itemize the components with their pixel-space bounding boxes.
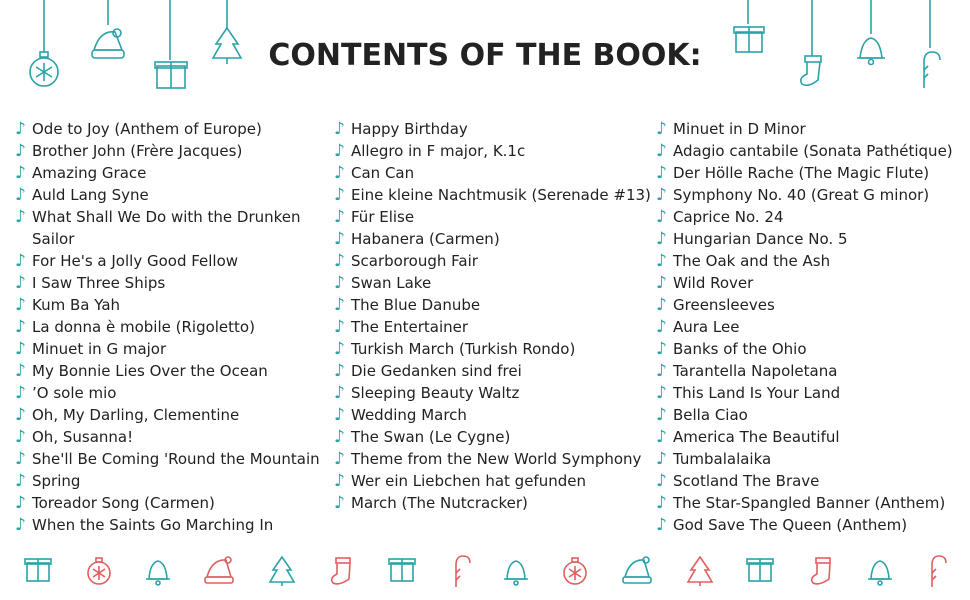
music-note-icon: ♪ xyxy=(334,383,345,403)
music-note-icon: ♪ xyxy=(15,405,26,425)
bauble-ornament-icon xyxy=(88,558,110,584)
music-note-icon: ♪ xyxy=(334,427,345,447)
song-title: Can Can xyxy=(351,164,415,182)
song-list-item xyxy=(334,250,649,272)
music-note-icon: ♪ xyxy=(656,229,667,249)
song-title: Caprice No. 24 xyxy=(673,208,784,226)
song-title: What Shall We Do with the Drunken Sailor xyxy=(32,208,301,248)
song-list-item xyxy=(656,228,956,250)
song-list-item xyxy=(15,382,325,404)
christmas-tree-icon xyxy=(270,557,294,586)
song-list-item xyxy=(15,250,325,272)
song-title: Minuet in G major xyxy=(32,340,167,358)
music-note-icon: ♪ xyxy=(334,295,345,315)
music-note-icon: ♪ xyxy=(656,471,667,491)
song-list-item xyxy=(334,492,649,514)
music-note-icon: ♪ xyxy=(334,273,345,293)
song-list-item xyxy=(334,404,649,426)
music-note-icon: ♪ xyxy=(656,515,667,535)
song-list-item xyxy=(15,448,325,470)
music-note-icon: ♪ xyxy=(15,449,26,469)
song-title: Die Gedanken sind frei xyxy=(351,362,522,380)
music-note-icon: ♪ xyxy=(334,207,345,227)
music-note-icon: ♪ xyxy=(15,515,26,535)
music-note-icon: ♪ xyxy=(334,185,345,205)
music-note-icon: ♪ xyxy=(15,273,26,293)
song-title: La donna è mobile (Rigoletto) xyxy=(32,318,255,336)
candy-cane-icon xyxy=(932,556,946,587)
song-list-item xyxy=(656,206,956,228)
music-note-icon: ♪ xyxy=(15,493,26,513)
music-note-icon: ♪ xyxy=(15,185,26,205)
music-note-icon: ♪ xyxy=(656,339,667,359)
song-list-item xyxy=(15,426,325,448)
song-list-item xyxy=(656,426,956,448)
song-list-item xyxy=(656,470,956,492)
song-list-item xyxy=(15,360,325,382)
music-note-icon: ♪ xyxy=(656,251,667,271)
song-title: Tarantella Napoletana xyxy=(673,362,838,380)
music-note-icon: ♪ xyxy=(334,251,345,271)
song-title: March (The Nutcracker) xyxy=(351,494,528,512)
song-list-item xyxy=(15,272,325,294)
song-column-1 xyxy=(15,118,325,536)
song-list-item xyxy=(334,448,649,470)
music-note-icon: ♪ xyxy=(656,163,667,183)
music-note-icon: ♪ xyxy=(334,361,345,381)
song-title: Sleeping Beauty Waltz xyxy=(351,384,520,402)
song-title: Scarborough Fair xyxy=(351,252,478,270)
song-list-item xyxy=(15,162,325,184)
bauble-ornament-icon xyxy=(564,558,586,584)
music-note-icon: ♪ xyxy=(334,317,345,337)
song-title: Happy Birthday xyxy=(351,120,468,138)
music-note-icon: ♪ xyxy=(15,427,26,447)
music-note-icon: ♪ xyxy=(15,251,26,271)
song-title: Turkish March (Turkish Rondo) xyxy=(351,340,576,358)
song-list-item xyxy=(656,272,956,294)
song-list-item xyxy=(334,360,649,382)
song-list-item xyxy=(15,206,322,250)
music-note-icon: ♪ xyxy=(334,493,345,513)
song-list-item xyxy=(15,338,325,360)
song-list-item xyxy=(15,470,325,492)
song-list-item xyxy=(656,250,956,272)
song-title: Auld Lang Syne xyxy=(32,186,149,204)
song-title: Wedding March xyxy=(351,406,467,424)
music-note-icon: ♪ xyxy=(656,273,667,293)
music-note-icon: ♪ xyxy=(334,339,345,359)
song-list-item xyxy=(334,316,649,338)
song-list-item xyxy=(334,140,649,162)
song-title: God Save The Queen (Anthem) xyxy=(673,516,908,534)
song-title: Habanera (Carmen) xyxy=(351,230,500,248)
music-note-icon: ♪ xyxy=(656,119,667,139)
song-title: The Swan (Le Cygne) xyxy=(351,428,511,446)
song-list-item xyxy=(656,382,956,404)
music-note-icon: ♪ xyxy=(334,405,345,425)
music-note-icon: ♪ xyxy=(15,295,26,315)
song-title: Toreador Song (Carmen) xyxy=(32,494,215,512)
song-title: Brother John (Frère Jacques) xyxy=(32,142,243,160)
music-note-icon: ♪ xyxy=(656,427,667,447)
candy-cane-icon xyxy=(456,556,470,587)
music-note-icon: ♪ xyxy=(656,493,667,513)
song-title: She'll Be Coming 'Round the Mountain xyxy=(32,450,320,468)
song-list-item xyxy=(334,294,649,316)
music-note-icon: ♪ xyxy=(15,383,26,403)
song-list-item xyxy=(656,360,956,382)
music-note-icon: ♪ xyxy=(656,185,667,205)
song-title: Oh, My Darling, Clementine xyxy=(32,406,240,424)
song-list-item xyxy=(15,514,325,536)
song-list-item xyxy=(15,140,325,162)
song-title: Hungarian Dance No. 5 xyxy=(673,230,848,248)
song-list-item xyxy=(334,338,649,360)
song-list-item xyxy=(15,118,325,140)
song-list-item xyxy=(334,162,649,184)
music-note-icon: ♪ xyxy=(334,141,345,161)
song-title: Bella Ciao xyxy=(673,406,748,424)
bell-icon xyxy=(504,561,528,585)
song-title: Ode to Joy (Anthem of Europe) xyxy=(32,120,262,138)
song-title: Wer ein Liebchen hat gefunden xyxy=(351,472,586,490)
song-title: Banks of the Ohio xyxy=(673,340,807,358)
music-note-icon: ♪ xyxy=(15,141,26,161)
song-title: Spring xyxy=(32,472,81,490)
song-list-item xyxy=(334,118,649,140)
music-note-icon: ♪ xyxy=(334,449,345,469)
song-list-item xyxy=(15,316,325,338)
song-column-3 xyxy=(656,118,956,536)
bell-icon xyxy=(868,561,892,585)
song-list-item xyxy=(334,228,649,250)
song-list-item xyxy=(656,184,956,206)
song-list-item xyxy=(334,426,649,448)
song-list-item xyxy=(656,514,956,536)
music-note-icon: ♪ xyxy=(15,119,26,139)
music-note-icon: ♪ xyxy=(656,317,667,337)
song-list-item xyxy=(334,184,649,206)
song-title: Aura Lee xyxy=(673,318,740,336)
song-list-item xyxy=(656,448,956,470)
music-note-icon: ♪ xyxy=(334,471,345,491)
song-title: Symphony No. 40 (Great G minor) xyxy=(673,186,930,204)
music-note-icon: ♪ xyxy=(334,163,345,183)
song-title: ’O sole mio xyxy=(32,384,117,402)
song-title: Allegro in F major, K.1c xyxy=(351,142,526,160)
music-note-icon: ♪ xyxy=(334,229,345,249)
song-title: Wild Rover xyxy=(673,274,754,292)
song-list-item xyxy=(656,338,956,360)
music-note-icon: ♪ xyxy=(15,471,26,491)
song-title: Minuet in D Minor xyxy=(673,120,806,138)
song-list-item xyxy=(15,404,325,426)
song-list xyxy=(0,118,970,538)
song-title: Der Hölle Rache (The Magic Flute) xyxy=(673,164,930,182)
song-list-item xyxy=(656,140,956,162)
song-title: Für Elise xyxy=(351,208,415,226)
song-title: Tumbalalaika xyxy=(673,450,772,468)
song-title: Oh, Susanna! xyxy=(32,428,134,446)
song-title: Kum Ba Yah xyxy=(32,296,121,314)
music-note-icon: ♪ xyxy=(656,405,667,425)
song-title: Scotland The Brave xyxy=(673,472,820,490)
song-column-2 xyxy=(334,118,649,514)
song-title: My Bonnie Lies Over the Ocean xyxy=(32,362,268,380)
song-title: This Land Is Your Land xyxy=(673,384,841,402)
song-title: Eine kleine Nachtmusik (Serenade #13) xyxy=(351,186,651,204)
music-note-icon: ♪ xyxy=(656,207,667,227)
song-list-item xyxy=(334,272,649,294)
music-note-icon: ♪ xyxy=(15,163,26,183)
stocking-icon xyxy=(812,558,830,584)
song-title: For He's a Jolly Good Fellow xyxy=(32,252,239,270)
music-note-icon: ♪ xyxy=(656,449,667,469)
song-list-item xyxy=(334,470,649,492)
song-list-item xyxy=(15,294,325,316)
song-list-item xyxy=(656,162,956,184)
santa-hat-icon xyxy=(623,557,651,583)
song-list-item xyxy=(656,404,956,426)
song-list-item xyxy=(15,492,325,514)
music-note-icon: ♪ xyxy=(15,339,26,359)
gift-box-icon xyxy=(389,559,415,581)
song-title: The Oak and the Ash xyxy=(673,252,831,270)
bell-icon xyxy=(146,561,170,585)
song-title: Amazing Grace xyxy=(32,164,147,182)
song-title: America The Beautiful xyxy=(673,428,840,446)
song-title: Adagio cantabile (Sonata Pathétique) xyxy=(673,142,953,160)
song-list-item xyxy=(656,492,956,514)
song-list-item xyxy=(656,118,956,140)
music-note-icon: ♪ xyxy=(334,119,345,139)
song-list-item xyxy=(656,316,956,338)
song-title: The Star-Spangled Banner (Anthem) xyxy=(673,494,946,512)
music-note-icon: ♪ xyxy=(656,295,667,315)
song-title: The Blue Danube xyxy=(351,296,481,314)
song-title: I Saw Three Ships xyxy=(32,274,166,292)
music-note-icon: ♪ xyxy=(656,141,667,161)
gift-box-icon xyxy=(747,559,773,581)
stocking-icon xyxy=(332,558,350,584)
song-title: When the Saints Go Marching In xyxy=(32,516,274,534)
music-note-icon: ♪ xyxy=(15,317,26,337)
music-note-icon: ♪ xyxy=(656,383,667,403)
gift-box-icon xyxy=(25,559,51,581)
music-note-icon: ♪ xyxy=(15,207,26,227)
song-title: Theme from the New World Symphony xyxy=(351,450,642,468)
song-title: Greensleeves xyxy=(673,296,775,314)
song-title: Swan Lake xyxy=(351,274,432,292)
christmas-tree-icon xyxy=(688,557,712,586)
page-title: CONTENTS OF THE BOOK: xyxy=(268,38,702,73)
song-title: The Entertainer xyxy=(351,318,469,336)
santa-hat-icon xyxy=(205,557,233,583)
song-list-item xyxy=(334,382,649,404)
song-list-item xyxy=(15,184,325,206)
music-note-icon: ♪ xyxy=(15,361,26,381)
music-note-icon: ♪ xyxy=(656,361,667,381)
song-list-item xyxy=(334,206,649,228)
song-list-item xyxy=(656,294,956,316)
